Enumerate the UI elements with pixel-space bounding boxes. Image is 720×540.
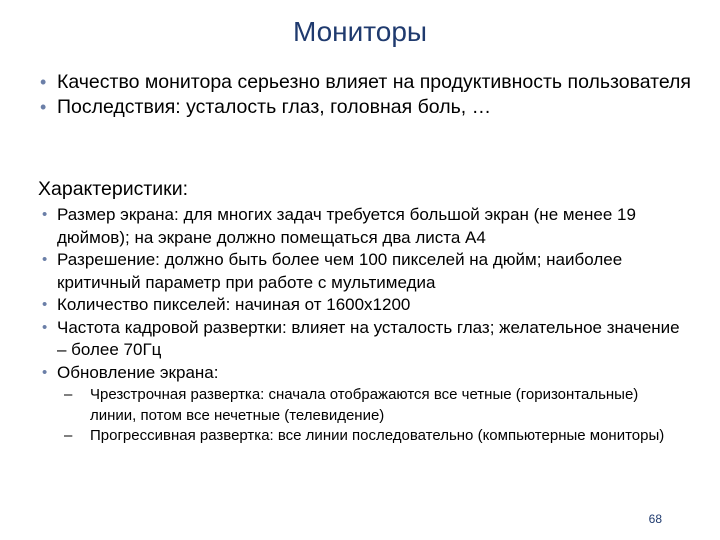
characteristic-text: Разрешение: должно быть более чем 100 пикселей на дюйм; наиболее критичный параметр при работе с мультимедиа <box>57 250 623 292</box>
bullet-icon: • <box>42 363 48 381</box>
bullet-icon: • <box>42 251 48 268</box>
refresh-subitem <box>64 426 680 447</box>
bullet-icon: • <box>42 318 48 336</box>
characteristics-list <box>40 204 680 447</box>
intro-bullet-list <box>30 71 700 121</box>
characteristic-item <box>40 317 680 362</box>
characteristic-item <box>40 249 680 294</box>
dash-icon: – <box>64 386 73 403</box>
slide-title: Мониторы <box>292 16 428 47</box>
characteristic-item <box>40 204 680 249</box>
characteristic-text: Обновление экрана: <box>57 362 219 382</box>
intro-bullet-item <box>30 96 700 119</box>
intro-bullet-item <box>30 71 700 94</box>
bullet-icon: • <box>42 296 48 313</box>
page-number: 68 <box>648 512 662 526</box>
characteristic-text: Количество пикселей: начиная от 1600x1200 <box>57 295 411 314</box>
refresh-subitem-list <box>64 385 680 447</box>
characteristic-text: Размер экрана: для многих задач требуется большой экран (не менее 19 дюймов); на экране должно помещаться два листа А4 <box>57 205 636 247</box>
intro-bullet-text: Последствия: усталость глаз, головная боль, … <box>57 96 492 118</box>
refresh-subitem-text: Чрезстрочная развертка: сначала отображаются все четные (горизонтальные) линии, потом все нечетные (телевидение) <box>90 386 639 424</box>
refresh-subitem <box>64 385 680 426</box>
bullet-icon: • <box>42 206 48 223</box>
dash-icon: – <box>64 427 73 444</box>
intro-bullet-text: Качество монитора серьезно влияет на продуктивность пользователя <box>57 71 691 93</box>
characteristic-item <box>40 294 680 317</box>
characteristic-item <box>40 362 680 447</box>
bullet-icon: • <box>40 72 47 92</box>
characteristics-heading: Характеристики: <box>38 178 189 200</box>
characteristic-text: Частота кадровой развертки: влияет на усталость глаз; желательное значение – более 70Гц <box>57 317 680 359</box>
refresh-subitem-text: Прогрессивная развертка: все линии последовательно (компьютерные мониторы) <box>90 427 665 444</box>
bullet-icon: • <box>40 97 47 117</box>
